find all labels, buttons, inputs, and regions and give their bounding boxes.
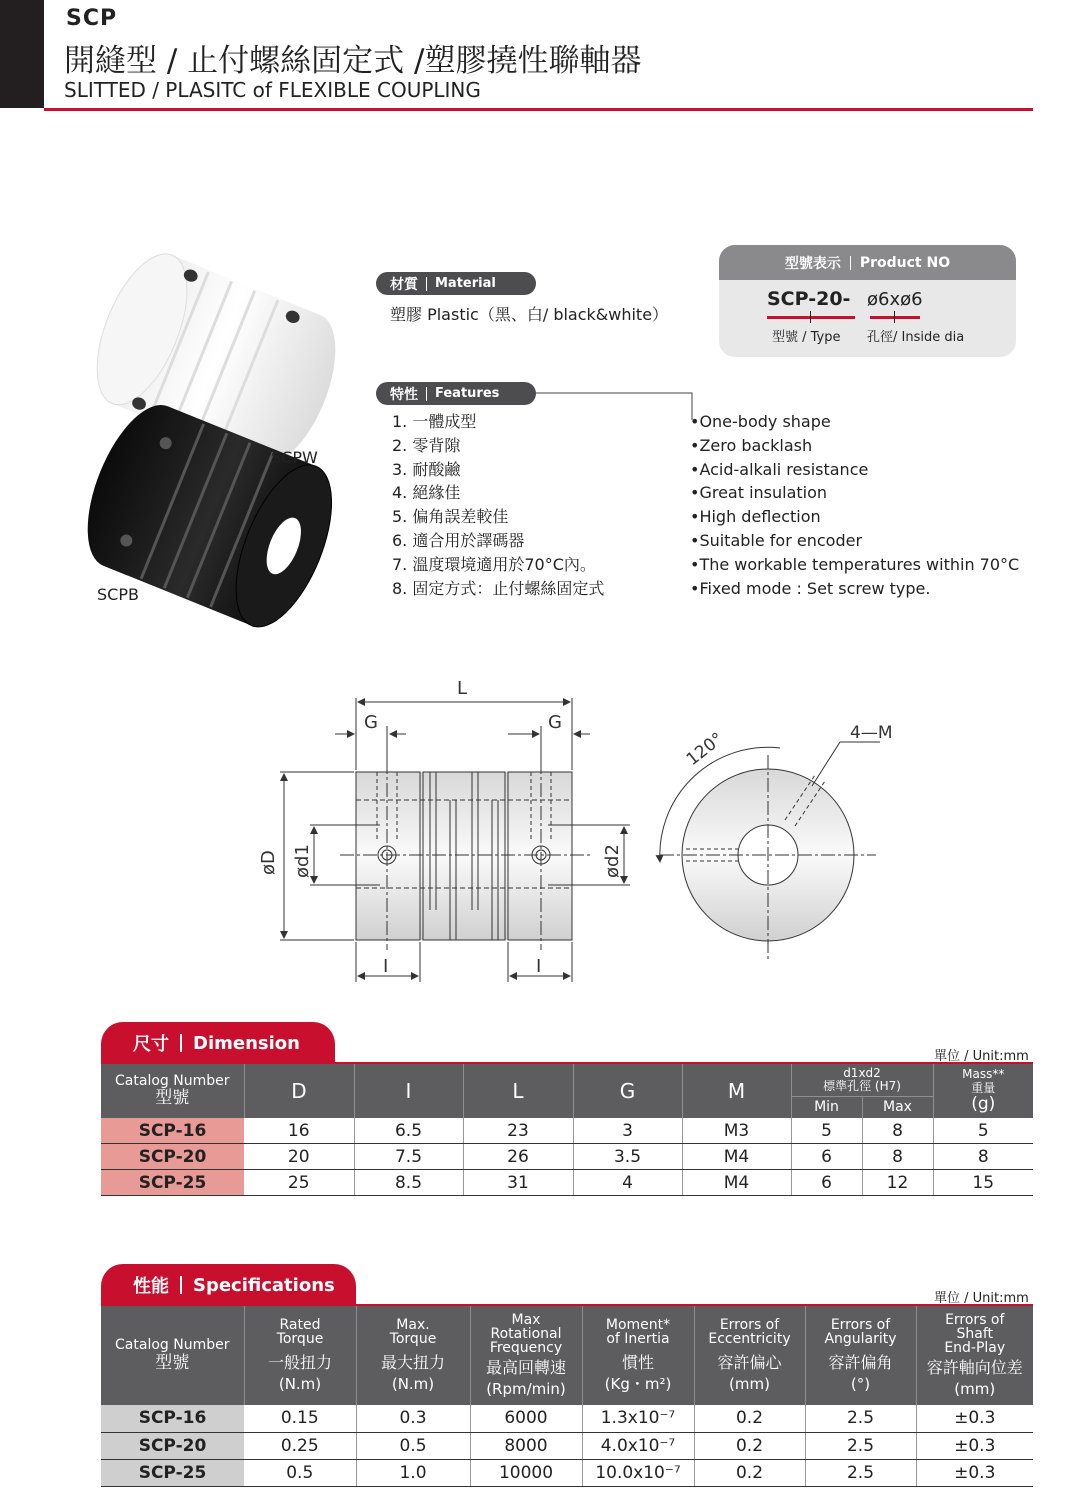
cell-mass: 5 [933, 1118, 1033, 1144]
spec-header-angularity: Errors of Angularity 容許偏角 (°) [805, 1306, 916, 1405]
row-name: SCP-20 [101, 1432, 244, 1459]
cell-max: 8 [862, 1118, 933, 1144]
row-name: SCP-16 [101, 1118, 244, 1144]
cell-inertia: 10.0x10⁻⁷ [582, 1459, 694, 1486]
material-label-zh: 材質 [390, 276, 418, 293]
cell-G: 3.5 [573, 1144, 682, 1170]
specs-title [101, 1264, 356, 1306]
material-label-en: Material [435, 276, 496, 291]
product-no-box [719, 245, 1016, 357]
cell-angularity: 2.5 [805, 1432, 916, 1459]
table-row [101, 1459, 1033, 1486]
dimension-title [101, 1022, 335, 1064]
dimension-title-zh: 尺寸 [133, 1034, 169, 1055]
cell-rated-torque: 0.5 [244, 1459, 356, 1486]
cell-mass: 8 [933, 1144, 1033, 1170]
cell-L: 26 [463, 1144, 573, 1170]
cell-max-torque: 0.5 [356, 1432, 470, 1459]
table-row [101, 1405, 1033, 1432]
dimension-unit: 單位 / Unit:mm [934, 1049, 1029, 1064]
feature-en-item: •Suitable for encoder [690, 530, 863, 550]
cell-rated-torque: 0.15 [244, 1405, 356, 1432]
cell-angularity: 2.5 [805, 1405, 916, 1432]
cell-end-play: ±0.3 [916, 1405, 1033, 1432]
feature-zh-item: 2. 零背隙 [392, 435, 461, 455]
row-name: SCP-25 [101, 1170, 244, 1196]
technical-drawing [240, 670, 900, 990]
feature-zh-item: 1. 一體成型 [392, 412, 477, 431]
specs-title-zh: 性能 [133, 1276, 169, 1297]
spec-header-end-play: Errors of Shaft End-Play 容許軸向位差 (mm) [916, 1306, 1033, 1405]
cell-M: M4 [682, 1144, 791, 1170]
feature-zh-item: 4. 絕緣佳 [392, 483, 461, 503]
dim-header-max: Max [862, 1096, 933, 1118]
angle-label: 120° [682, 728, 728, 770]
cell-min: 6 [791, 1144, 862, 1170]
cell-D: 20 [244, 1144, 354, 1170]
cell-L: 31 [463, 1170, 573, 1196]
cell-L: 23 [463, 1118, 573, 1144]
table-row [101, 1170, 1033, 1196]
dimension-table [101, 1064, 1033, 1196]
cell-M: M3 [682, 1118, 791, 1144]
feature-en-item: •Zero backlash [690, 435, 813, 455]
cell-G: 3 [573, 1118, 682, 1144]
features-label-en: Features [435, 386, 500, 401]
cell-rated-torque: 0.25 [244, 1432, 356, 1459]
feature-en-item: •One-body shape [690, 412, 831, 431]
dim-d2-label: ød2 [602, 844, 623, 878]
cell-I: 8.5 [354, 1170, 463, 1196]
spec-header-catalog: Catalog Number 型號 [101, 1306, 244, 1405]
specs-unit: 單位 / Unit:mm [934, 1291, 1029, 1306]
dia-label: 孔徑/ Inside dia [867, 330, 965, 345]
spec-header-max-frequency: Max Rotational Frequency 最高回轉速 (Rpm/min) [470, 1306, 582, 1405]
cell-max: 12 [862, 1170, 933, 1196]
material-pill [376, 272, 536, 295]
type-tick [810, 311, 811, 323]
spec-header-inertia: Moment* of Inertia 慣性 (Kg・m²) [582, 1306, 694, 1405]
cell-inertia: 4.0x10⁻⁷ [582, 1432, 694, 1459]
spec-header-rated-torque: Rated Torque 一般扭力 (N.m) [244, 1306, 356, 1405]
dia-tick [894, 311, 895, 323]
product-no-header [719, 245, 1016, 280]
cell-eccentricity: 0.2 [694, 1405, 805, 1432]
dim-header-catalog: Catalog Number 型號 [101, 1064, 244, 1118]
type-label: 型號 / Type [772, 330, 841, 345]
product-no-dia: ø6xø6 [867, 289, 923, 310]
feature-en-item: •High deflection [690, 507, 821, 527]
cell-min: 5 [791, 1118, 862, 1144]
row-name: SCP-25 [101, 1459, 244, 1486]
dim-d1-label: ød1 [292, 844, 313, 878]
feature-zh-item: 5. 偏角誤差較佳 [392, 507, 509, 527]
cell-max: 8 [862, 1144, 933, 1170]
table-row [101, 1118, 1033, 1144]
cell-max-frequency: 8000 [470, 1432, 582, 1459]
dim-I-left-label: I [383, 956, 389, 977]
spec-header-max-torque: Max. Torque 最大扭力 (N.m) [356, 1306, 470, 1405]
product-no-code: SCP-20- [767, 288, 851, 310]
type-underline [767, 316, 855, 319]
product-no-label-en: Product NO [859, 254, 951, 271]
dim-header-mass: Mass** 重量 (g) [933, 1064, 1033, 1118]
cell-min: 6 [791, 1170, 862, 1196]
title-chinese: 開縫型 / 止付螺絲固定式 /塑膠撓性聯軸器 [64, 43, 642, 79]
cell-end-play: ±0.3 [916, 1459, 1033, 1486]
specs-table [101, 1306, 1033, 1487]
dim-header-I: I [354, 1064, 463, 1118]
dim-G-right-label: G [548, 712, 562, 733]
coupling-photo [70, 240, 370, 630]
dim-header-min: Min [791, 1096, 862, 1118]
cell-I: 7.5 [354, 1144, 463, 1170]
cell-max-torque: 0.3 [356, 1405, 470, 1432]
dim-I-right-label: I [536, 956, 542, 977]
material-value: 塑膠 Plastic（黑、白/ black&white） [390, 305, 669, 324]
cell-angularity: 2.5 [805, 1459, 916, 1486]
table-row [101, 1432, 1033, 1459]
feature-zh-item: 8. 固定方式：止付螺絲固定式 [392, 578, 605, 598]
features-en-list [690, 410, 1019, 600]
dim-header-M: M [682, 1064, 791, 1118]
feature-en-item: •Great insulation [690, 483, 828, 503]
cell-eccentricity: 0.2 [694, 1432, 805, 1459]
cell-M: M4 [682, 1170, 791, 1196]
cell-I: 6.5 [354, 1118, 463, 1144]
spec-header-eccentricity: Errors of Eccentricity 容許偏心 (mm) [694, 1306, 805, 1405]
feature-en-item: •Fixed mode : Set screw type. [690, 578, 931, 598]
header-rule [44, 108, 1033, 111]
features-zh-list [392, 410, 604, 600]
dim-header-G: G [573, 1064, 682, 1118]
cell-D: 16 [244, 1118, 354, 1144]
feature-en-item: •Acid-alkali resistance [690, 459, 869, 479]
cell-D: 25 [244, 1170, 354, 1196]
dia-underline [870, 316, 920, 319]
cell-G: 4 [573, 1170, 682, 1196]
features-pill [376, 382, 536, 405]
header-accent-bar [0, 0, 44, 108]
holes-label: 4—M [850, 723, 893, 743]
cell-mass: 15 [933, 1170, 1033, 1196]
cell-inertia: 1.3x10⁻⁷ [582, 1405, 694, 1432]
feature-en-item: •The workable temperatures within 70°C [690, 554, 1020, 574]
dim-D-label: øD [258, 850, 279, 875]
cell-eccentricity: 0.2 [694, 1459, 805, 1486]
cell-max-torque: 1.0 [356, 1459, 470, 1486]
black-coupling-label: SCPB [97, 585, 139, 604]
title-english: SLITTED / PLASITC of FLEXIBLE COUPLING [64, 78, 481, 102]
white-coupling-label: SCPW [271, 448, 318, 467]
row-name: SCP-20 [101, 1144, 244, 1170]
dimension-title-en: Dimension [193, 1032, 300, 1054]
feature-zh-item: 7. 溫度環境適用於70°C內。 [392, 554, 596, 574]
dim-header-L: L [463, 1064, 573, 1118]
dim-G-left-label: G [364, 712, 378, 733]
specs-title-en: Specifications [193, 1274, 335, 1296]
feature-zh-item: 6. 適合用於譯碼器 [392, 530, 525, 550]
row-name: SCP-16 [101, 1405, 244, 1432]
cell-max-frequency: 10000 [470, 1459, 582, 1486]
feature-zh-item: 3. 耐酸鹼 [392, 459, 461, 479]
table-row [101, 1144, 1033, 1170]
series-code: SCP [66, 6, 118, 31]
features-label-zh: 特性 [390, 386, 418, 403]
cell-max-frequency: 6000 [470, 1405, 582, 1432]
dim-header-D: D [244, 1064, 354, 1118]
dim-L-label: L [457, 678, 468, 699]
dim-header-bore: d1xd2 標準孔徑 (H7) [791, 1064, 933, 1096]
cell-end-play: ±0.3 [916, 1432, 1033, 1459]
product-no-label-zh: 型號表示 [784, 255, 841, 272]
